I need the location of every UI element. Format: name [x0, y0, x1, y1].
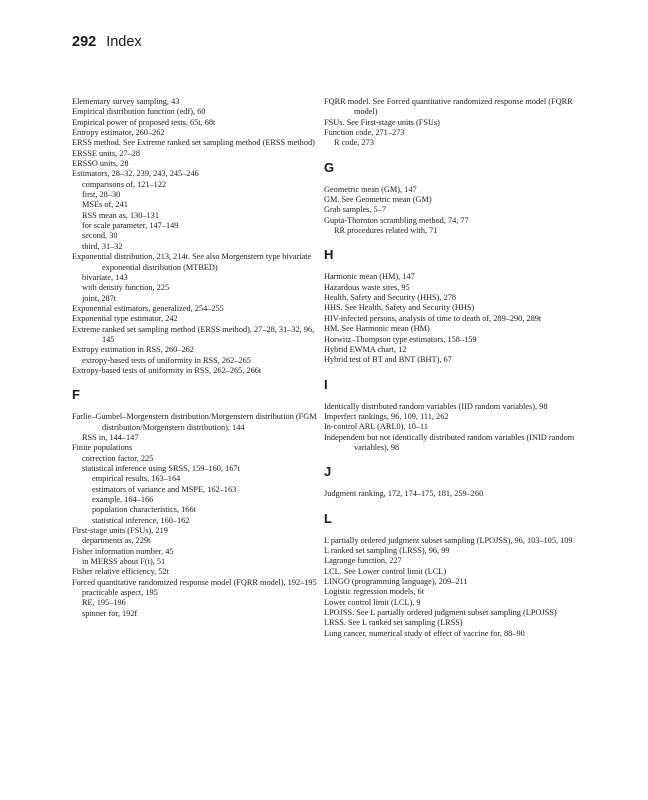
- index-subentry: empirical results, 163–164: [92, 474, 181, 484]
- index-subentry: bivariate, 143: [82, 272, 128, 282]
- index-entry: Horwitz–Thompson type estimators, 158–159: [324, 334, 477, 344]
- index-entry: Independent but not identically distributed random variables (INID random variables), 98: [324, 432, 575, 452]
- index-subentry: in MERSS about F(t), 51: [82, 557, 166, 567]
- section-spacer: [324, 366, 580, 377]
- index-entry: Forced quantitative randomized response model (FQRR model), 192–195: [72, 577, 317, 587]
- index-subentry: RR procedures related with, 71: [334, 226, 438, 236]
- index-entry: Exponential distribution, 213, 214t. See also Morgenstern type bivariate exponential distribution (MTBED): [72, 252, 312, 272]
- index-entry: L partially ordered judgment subset sampling (LPOJSS), 96, 103–105, 109: [324, 535, 573, 545]
- index-entry: Geometric mean (GM), 147: [324, 184, 417, 194]
- index-subentry: first, 28–30: [82, 190, 121, 200]
- heading-spacer: [324, 480, 580, 489]
- index-column-left: [72, 97, 322, 619]
- index-letter-heading: H: [324, 247, 334, 263]
- index-entry: Fisher relative efficiency, 52t: [72, 567, 169, 577]
- index-column-right: [324, 97, 580, 639]
- index-subentry: population characteristics, 166t: [92, 505, 196, 515]
- index-entry: Hybrid EWMA chart, 12: [324, 344, 407, 354]
- section-spacer: [324, 149, 580, 160]
- index-entry: ERSSO units, 28: [72, 159, 129, 169]
- index-entry: LCL. See Lower control limit (LCL): [324, 566, 447, 576]
- index-entry: First-stage units (FSUs), 219: [72, 526, 168, 536]
- index-subentry: RE, 195–196: [82, 598, 126, 608]
- index-entry: Grab samples, 5–7: [324, 205, 386, 215]
- index-entry: Judgment ranking, 172, 174–175, 181, 259–260: [324, 489, 484, 499]
- index-entry: L ranked set sampling (LRSS), 96, 99: [324, 545, 450, 555]
- index-entry: Logistic regression models, 6t: [324, 587, 425, 597]
- index-entry: LPOJSS. See L partially ordered judgment subset sampling (LPOJSS): [324, 608, 557, 617]
- index-entry: Exponential type estimator, 242: [72, 314, 178, 324]
- section-spacer: [324, 236, 580, 247]
- index-subentry: spinner for, 192f: [82, 608, 138, 618]
- index-subentry: joint, 287t: [82, 293, 117, 303]
- index-entry: ERSS method. See Extreme ranked set sampling method (ERSS method): [72, 138, 315, 148]
- index-subentry: departments as, 229t: [82, 536, 151, 546]
- index-subentry: with density function, 225: [82, 283, 170, 293]
- index-entry: FQRR model. See Forced quantitative randomized response model (FQRR model): [324, 97, 573, 117]
- index-entry: Extropy-based tests of uniformity in RSS, 262–265, 266t: [72, 365, 262, 375]
- heading-spacer: [324, 527, 580, 536]
- index-subentry: third, 31–32: [82, 241, 123, 251]
- heading-spacer: [324, 176, 580, 185]
- index-entry: ERSSE units, 27–28: [72, 148, 140, 158]
- index-subentry: RSS mean as, 130–131: [82, 210, 159, 220]
- index-letter-heading: F: [72, 387, 80, 403]
- index-subentry: correction factor, 225: [82, 453, 154, 463]
- index-entry: Function code, 271–273: [324, 128, 405, 138]
- section-spacer: [72, 376, 322, 387]
- index-entry: LRSS. See L ranked set sampling (LRSS): [324, 618, 463, 628]
- index-subentry: statistical inference, 160–162: [92, 515, 190, 525]
- index-entry: Hazardous waste sites, 95: [324, 282, 410, 292]
- index-entry: Empirical power of proposed tests, 65t, 68t: [72, 117, 216, 127]
- index-entry: GM. See Geometric mean (GM): [324, 195, 432, 205]
- index-subentry: comparisons of, 121–122: [82, 179, 167, 189]
- index-entry: HIV-infected persons, analysis of time to death of, 289–290, 289t: [324, 313, 542, 323]
- index-entry: Lower control limit (LCL), 9: [324, 597, 421, 607]
- index-letter-heading: J: [324, 464, 332, 480]
- index-entry: Health, Safety and Security (HHS), 278: [324, 293, 457, 303]
- index-entry: Lagrange function, 227: [324, 556, 402, 566]
- index-subentry: example, 164–166: [92, 495, 154, 505]
- index-entry: Lung cancer, numerical study of effect of vaccine for, 88–90: [324, 628, 525, 638]
- heading-spacer: [324, 393, 580, 402]
- index-entry: Fisher information number, 45: [72, 546, 174, 556]
- index-subentry: R code, 273: [334, 138, 374, 148]
- index-entry: Estimators, 28–32, 239, 243, 245–246: [72, 169, 199, 179]
- index-entry: Extreme ranked set sampling method (ERSS method), 27–28, 31–32, 96, 145: [72, 324, 315, 344]
- index-entry: Exponential estimators, generalized, 254–255: [72, 303, 224, 313]
- index-entry: HM. See Harmonic mean (HM): [324, 324, 430, 334]
- page-number: 292: [72, 34, 97, 50]
- heading-spacer: [324, 263, 580, 272]
- index-entry: Imperfect rankings, 96, 109, 111, 262: [324, 411, 449, 421]
- index-entry: HHS. See Health, Safety and Security (HHS): [324, 303, 475, 313]
- index-letter-heading: L: [324, 510, 332, 526]
- index-subentry: practicable aspect, 195: [82, 588, 158, 598]
- index-entry: Identically distributed random variables (IID random variables), 98: [324, 401, 548, 411]
- index-entry: LINGO (programming language), 209–211: [324, 576, 468, 586]
- index-subentry: statistical inference using SRSS, 159–160, 167t: [82, 464, 240, 473]
- index-entry: Entropy estimator, 260–262: [72, 128, 165, 138]
- index-entry: Harmonic mean (HM), 147: [324, 272, 415, 282]
- index-entry: Empirical distribution function (edf), 60: [72, 107, 206, 117]
- index-subentry: MSEs of, 241: [82, 200, 128, 210]
- page-title: Index: [106, 34, 142, 50]
- heading-spacer: [72, 403, 322, 412]
- index-subentry: second, 30: [82, 231, 118, 241]
- page-header: [72, 34, 142, 50]
- section-spacer: [324, 453, 580, 464]
- index-subentry: estimators of variance and MSPE, 162–163: [92, 484, 237, 494]
- index-entry: Farlie–Gumbel–Morgenstern distribution/Morgenstern distribution (FGM distribution/Morgenstern distribution), 144: [72, 412, 317, 432]
- index-letter-heading: G: [324, 159, 335, 175]
- index-entry: Elementary survey sampling, 43: [72, 97, 180, 106]
- index-subentry: for scale parameter, 147–149: [82, 221, 179, 231]
- section-spacer: [324, 500, 580, 511]
- index-entry: In-control ARL (ARL0), 10–11: [324, 422, 429, 432]
- index-entry: Hybrid test of BT and BNT (BHT), 67: [324, 355, 452, 365]
- index-letter-heading: I: [324, 376, 328, 392]
- index-entry: Finite populations: [72, 443, 133, 453]
- index-subentry: extropy-based tests of uniformity in RSS, 262–265: [82, 355, 251, 365]
- index-entry: Extropy estimation in RSS, 260–262: [72, 345, 194, 355]
- index-subentry: RSS in, 144–147: [82, 432, 139, 442]
- index-entry: Gupta-Thornton scrambling method, 74, 77: [324, 215, 469, 225]
- index-entry: FSUs. See First-stage units (FSUs): [324, 117, 440, 127]
